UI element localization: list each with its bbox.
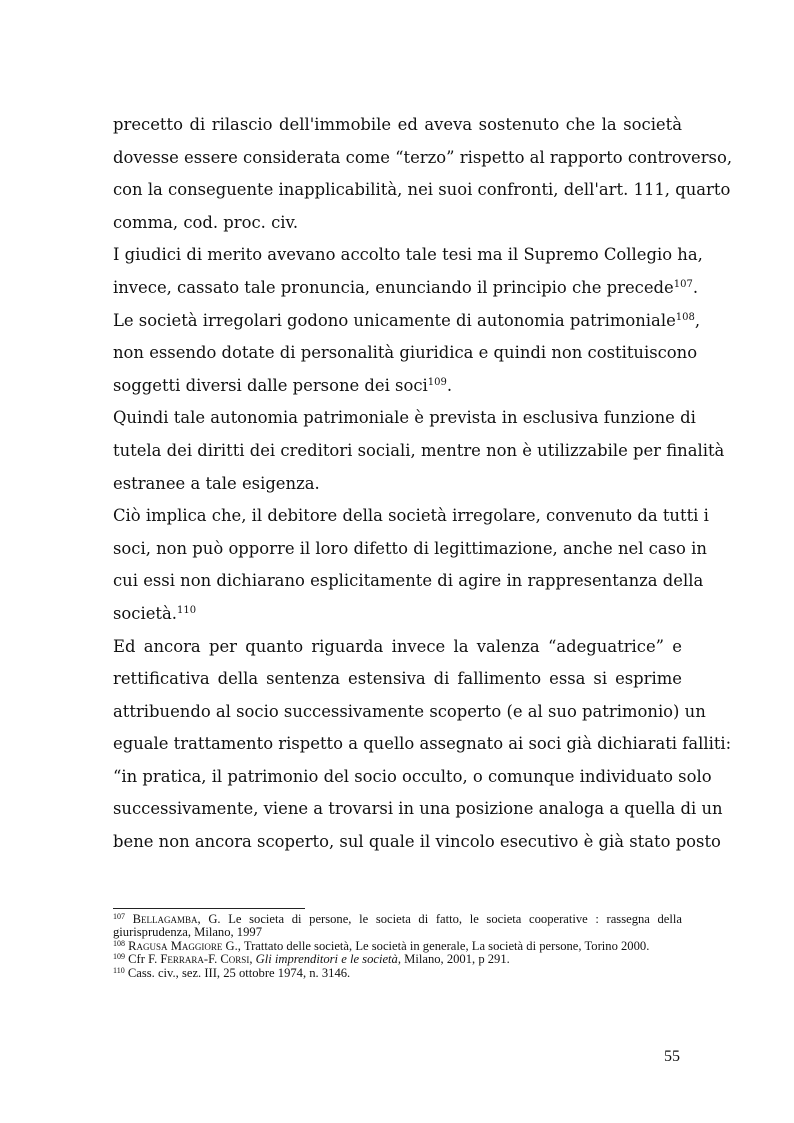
- punctuation: .: [446, 375, 453, 395]
- footnotes: [113, 913, 682, 980]
- main-text: [113, 109, 733, 859]
- footnote-ref-107[interactable]: 107: [673, 278, 693, 290]
- footnote-number: 107: [113, 912, 125, 921]
- text-line: [113, 305, 701, 338]
- footnote-107: [113, 913, 682, 940]
- text-line: cui essi non dichiarano esplicitamente di agire in rappresentanza della: [113, 571, 704, 591]
- footnote-author: Ragusa Maggiore: [128, 938, 223, 953]
- footnote-109: [113, 953, 682, 966]
- footnote-ref-109[interactable]: 109: [427, 376, 447, 388]
- text-line: con la conseguente inapplicabilità, nei suoi confronti, dell'art. 111, quarto: [113, 180, 731, 200]
- text-line: estranee a tale esigenza.: [113, 473, 320, 493]
- footnote-title: Gli imprenditori e le società: [255, 952, 398, 967]
- footnote-text: , Milano, 2001, p 291.: [397, 952, 510, 967]
- footnote-text: G., Trattato delle società, Le società in generale, La società di persone, Torino 2000.: [222, 938, 650, 953]
- text-span: società.: [113, 603, 177, 623]
- text-line: rettificativa della sentenza estensiva di fallimento essa si esprime: [113, 669, 682, 689]
- footnote-text: , G. Le societa di persone, le societa di fatto, le societa cooperative : rassegna della giurisprudenza, Milano, 1997: [113, 912, 682, 940]
- footnote-text: ,: [249, 952, 256, 967]
- footnote-text: Cass. civ., sez. III, 25 ottobre 1974, n. 3146.: [127, 965, 351, 980]
- footnote-ref-108[interactable]: 108: [675, 311, 695, 323]
- text-line: comma, cod. proc. civ.: [113, 212, 299, 232]
- text-span: Le società irregolari godono unicamente di autonomia patrimoniale: [113, 310, 676, 330]
- text-line: non essendo dotate di personalità giuridica e quindi non costituiscono: [113, 343, 698, 363]
- punctuation: ,: [694, 310, 701, 330]
- footnote-separator: [113, 908, 305, 909]
- text-line: “in pratica, il patrimonio del socio occulto, o comunque individuato solo: [113, 766, 712, 786]
- footnote-prefix: Cfr F.: [128, 952, 161, 967]
- text-line: attribuendo al socio successivamente scoperto (e al suo patrimonio) un: [113, 701, 706, 721]
- text-line: tutela dei diritti dei creditori sociali, mentre non è utilizzabile per finalità: [113, 440, 725, 460]
- text-line: Quindi tale autonomia patrimoniale è prevista in esclusiva funzione di: [113, 408, 696, 428]
- text-line: eguale trattamento rispetto a quello assegnato ai soci già dichiarati falliti:: [113, 734, 732, 754]
- footnote-spacer: [125, 912, 133, 926]
- text-line: Ciò implica che, il debitore della società irregolare, convenuto da tutti i: [113, 506, 709, 526]
- punctuation: .: [692, 277, 699, 297]
- footnote-ref-110[interactable]: 110: [176, 604, 197, 616]
- text-line: bene non ancora scoperto, sul quale il vincolo esecutivo è già stato posto: [113, 832, 721, 852]
- text-line: precetto di rilascio dell'immobile ed aveva sostenuto che la società: [113, 115, 682, 134]
- text-line: Ed ancora per quanto riguarda invece la valenza “adeguatrice” e: [113, 636, 682, 656]
- text-span: invece, cassato tale pronuncia, enunciando il principio che precede: [113, 277, 674, 297]
- text-line: [113, 272, 699, 305]
- footnote-author: Bellagamba: [132, 912, 198, 926]
- footnote-number: 109: [113, 952, 125, 962]
- footnote-author: Ferrara: [160, 952, 204, 967]
- text-line: successivamente, viene a trovarsi in una posizione analoga a quella di un: [113, 799, 723, 819]
- text-line: I giudici di merito avevano accolto tale tesi ma il Supremo Collegio ha,: [113, 245, 703, 265]
- page-number: 55: [664, 1048, 680, 1065]
- text-line: soci, non può opporre il loro difetto di legittimazione, anche nel caso in: [113, 538, 707, 558]
- footnote-108: [113, 940, 682, 953]
- text-line: [113, 598, 682, 631]
- text-line: [113, 370, 682, 403]
- footnote-author: Corsi: [220, 952, 250, 967]
- footnote-110: [113, 967, 682, 980]
- footnote-text: -F.: [203, 952, 221, 967]
- text-line: dovesse essere considerata come “terzo” rispetto al rapporto controverso,: [113, 147, 733, 167]
- text-span: soggetti diversi dalle persone dei soci: [113, 375, 428, 395]
- footnote-number: 110: [113, 965, 125, 975]
- footnote-number: 108: [113, 938, 125, 948]
